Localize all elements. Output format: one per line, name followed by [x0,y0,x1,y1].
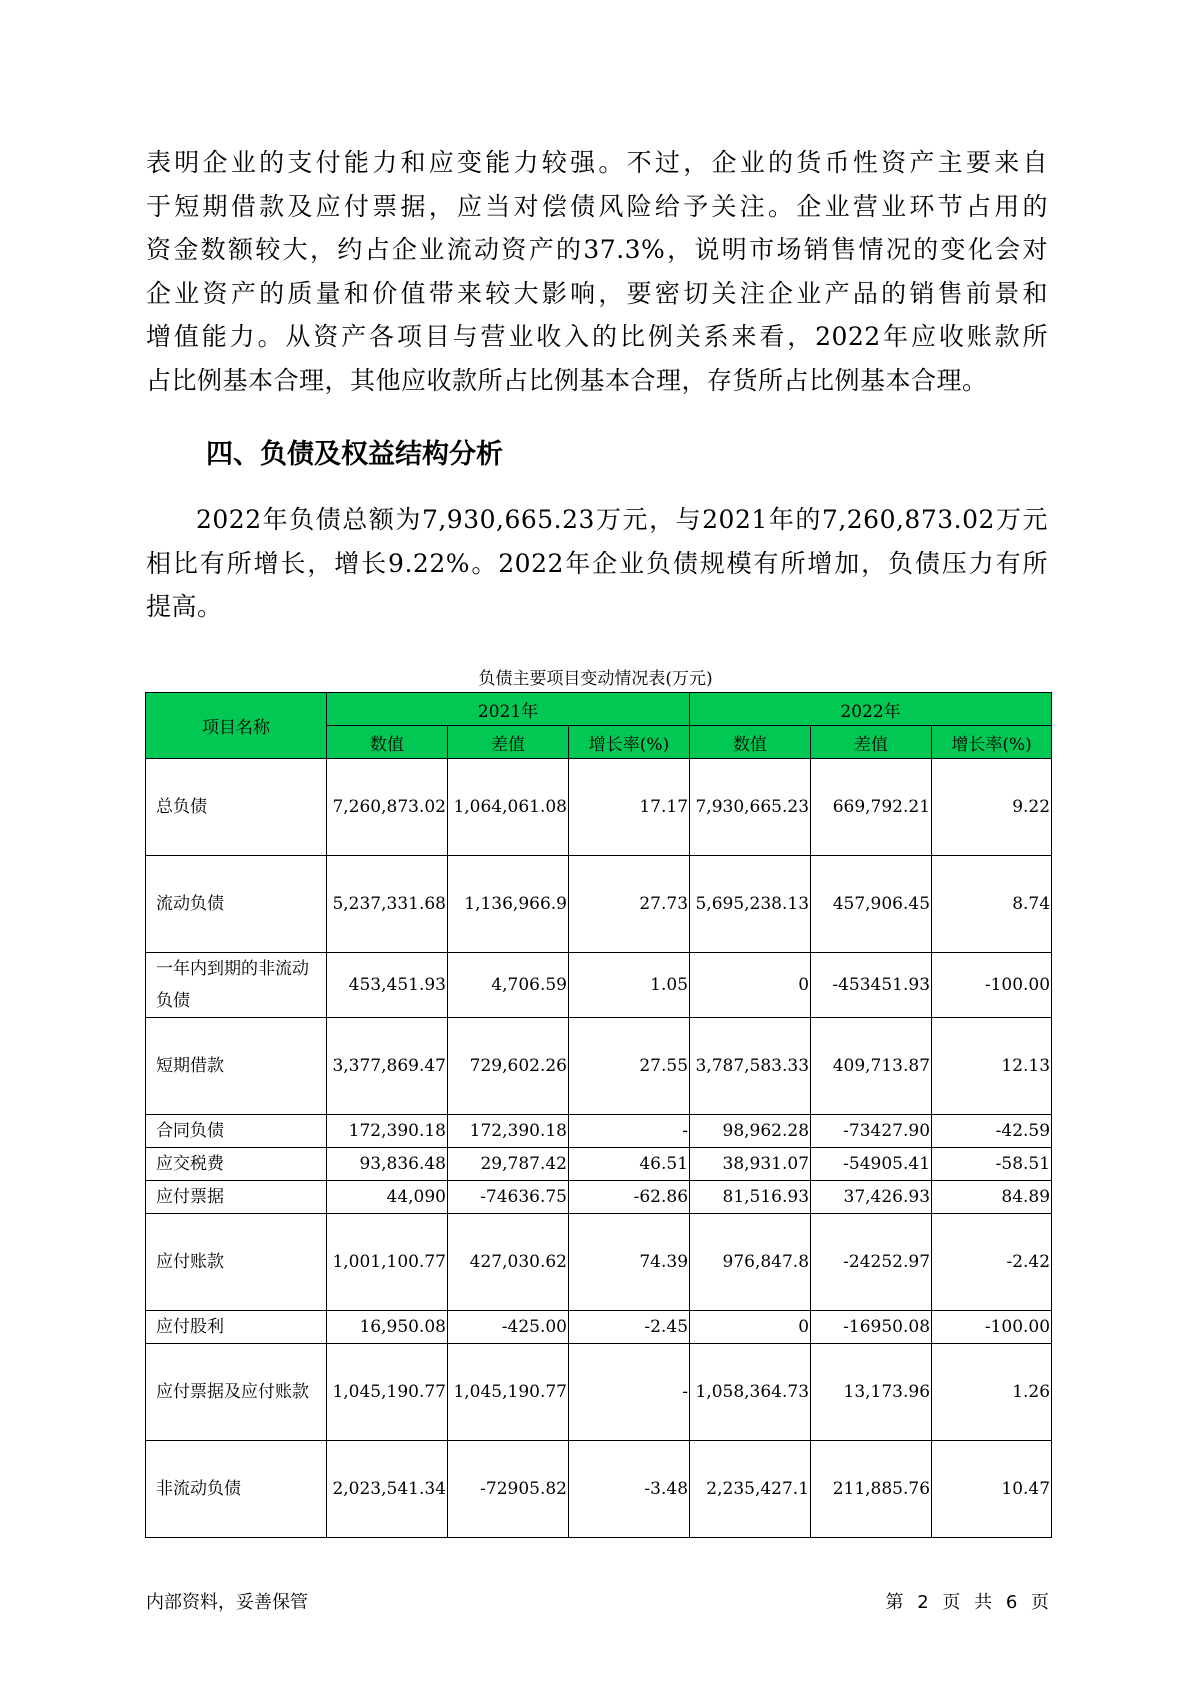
table-row [146,1148,1052,1181]
row-cell: 29,787.42 [448,1148,569,1181]
row-cell: 37,426.93 [811,1181,932,1214]
header-value-2021: 数值 [327,726,448,759]
row-cell: 172,390.18 [448,1115,569,1148]
header-diff-2022: 差值 [811,726,932,759]
row-cell: -58.51 [932,1148,1052,1181]
table-row [146,1214,1052,1311]
paragraph-line: 资金数额较大，约占企业流动资产的37.3%，说明市场销售情况的变化会对 [146,235,1048,264]
row-cell: 1,064,061.08 [448,759,569,856]
header-year-2022: 2022年 [690,693,1052,726]
row-cell: -453451.93 [811,953,932,1018]
row-cell: 976,847.8 [690,1214,811,1311]
table-row [146,1018,1052,1115]
row-item-name: 非流动负债 [146,1441,327,1538]
row-cell: 409,713.87 [811,1018,932,1115]
paragraph-line: 增值能力。从资产各项目与营业收入的比例关系来看，2022年应收账款所 [146,322,1048,351]
row-cell: 17.17 [569,759,690,856]
section-heading: 四、负债及权益结构分析 [206,439,503,470]
row-cell: 172,390.18 [327,1115,448,1148]
table-row [146,1181,1052,1214]
table-row [146,1344,1052,1441]
table-row [146,856,1052,953]
row-item-name: 总负债 [146,759,327,856]
row-cell: 10.47 [932,1441,1052,1538]
liabilities-table [145,692,1052,1538]
row-cell: 1.05 [569,953,690,1018]
paragraph-line: 提高。 [146,592,223,621]
row-cell: 669,792.21 [811,759,932,856]
header-diff-2021: 差值 [448,726,569,759]
row-cell: -24252.97 [811,1214,932,1311]
row-cell: 93,836.48 [327,1148,448,1181]
row-cell: -62.86 [569,1181,690,1214]
row-cell: 7,930,665.23 [690,759,811,856]
table-row [146,1441,1052,1538]
row-cell: 0 [690,953,811,1018]
row-cell: -100.00 [932,1311,1052,1344]
row-cell: - [569,1115,690,1148]
row-cell: -73427.90 [811,1115,932,1148]
header-growth-2022: 增长率(%) [932,726,1052,759]
row-cell: 1,045,190.77 [327,1344,448,1441]
paragraph-line: 于短期借款及应付票据，应当对偿债风险给予关注。企业营业环节占用的 [146,191,1048,221]
row-item-name: 一年内到期的非流动负债 [146,953,327,1018]
header-growth-2021: 增长率(%) [569,726,690,759]
row-cell: 0 [690,1311,811,1344]
row-cell: - [569,1344,690,1441]
row-cell: 5,237,331.68 [327,856,448,953]
row-cell: 1,058,364.73 [690,1344,811,1441]
paragraph-line: 企业资产的质量和价值带来较大影响，要密切关注企业产品的销售前景和 [146,278,1048,308]
row-cell: 5,695,238.13 [690,856,811,953]
header-year-2021: 2021年 [327,693,690,726]
row-cell: 729,602.26 [448,1018,569,1115]
row-cell: 84.89 [932,1181,1052,1214]
row-item-name: 应付票据及应付账款 [146,1344,327,1441]
row-cell: 98,962.28 [690,1115,811,1148]
paragraph-line: 占比例基本合理，其他应收款所占比例基本合理，存货所占比例基本合理。 [146,365,988,395]
row-item-name: 合同负债 [146,1115,327,1148]
row-item-name: 短期借款 [146,1018,327,1115]
row-cell: 2,023,541.34 [327,1441,448,1538]
row-item-name: 应付票据 [146,1181,327,1214]
row-cell: 1,045,190.77 [448,1344,569,1441]
row-cell: 38,931.07 [690,1148,811,1181]
paragraph-line: 2022年负债总额为7,930,665.23万元，与2021年的7,260,873.02万元 [196,505,1048,534]
row-cell: -54905.41 [811,1148,932,1181]
row-cell: 27.55 [569,1018,690,1115]
row-cell: 46.51 [569,1148,690,1181]
row-cell: 1,001,100.77 [327,1214,448,1311]
row-cell: -2.45 [569,1311,690,1344]
body-paragraph-2 [146,498,1048,629]
row-cell: 211,885.76 [811,1441,932,1538]
row-cell: 453,451.93 [327,953,448,1018]
row-item-name: 应付股利 [146,1311,327,1344]
header-value-2022: 数值 [690,726,811,759]
body-paragraph-1 [146,141,1048,402]
row-cell: -72905.82 [448,1441,569,1538]
row-cell: 81,516.93 [690,1181,811,1214]
row-cell: 1,136,966.9 [448,856,569,953]
footer-confidential-note: 内部资料，妥善保管 [146,1592,308,1613]
row-cell: 457,906.45 [811,856,932,953]
table-row [146,1115,1052,1148]
row-cell: 3,787,583.33 [690,1018,811,1115]
row-cell: -2.42 [932,1214,1052,1311]
row-cell: 16,950.08 [327,1311,448,1344]
row-cell: 44,090 [327,1181,448,1214]
table-row [146,1311,1052,1344]
table-caption: 负债主要项目变动情况表(万元) [478,669,713,689]
row-cell: 4,706.59 [448,953,569,1018]
row-cell: -3.48 [569,1441,690,1538]
row-cell: 13,173.96 [811,1344,932,1441]
row-cell: 8.74 [932,856,1052,953]
table-row [146,759,1052,856]
row-cell: -425.00 [448,1311,569,1344]
row-cell: 7,260,873.02 [327,759,448,856]
header-item-name: 项目名称 [146,693,327,759]
footer-page-number: 第 2 页 共 6 页 [885,1592,1049,1613]
row-item-name: 应付账款 [146,1214,327,1311]
table-row [146,953,1052,1018]
row-item-name: 流动负债 [146,856,327,953]
row-cell: 427,030.62 [448,1214,569,1311]
row-cell: 12.13 [932,1018,1052,1115]
row-item-name: 应交税费 [146,1148,327,1181]
row-cell: 2,235,427.1 [690,1441,811,1538]
row-cell: -42.59 [932,1115,1052,1148]
row-cell: 9.22 [932,759,1052,856]
row-cell: -100.00 [932,953,1052,1018]
row-cell: 1.26 [932,1344,1052,1441]
row-cell: 27.73 [569,856,690,953]
row-cell: 74.39 [569,1214,690,1311]
row-cell: -16950.08 [811,1311,932,1344]
paragraph-line: 相比有所增长，增长9.22%。2022年企业负债规模有所增加，负债压力有所 [146,548,1048,578]
row-cell: 3,377,869.47 [327,1018,448,1115]
row-cell: -74636.75 [448,1181,569,1214]
paragraph-line: 表明企业的支付能力和应变能力较强。不过，企业的货币性资产主要来自 [146,148,1048,177]
